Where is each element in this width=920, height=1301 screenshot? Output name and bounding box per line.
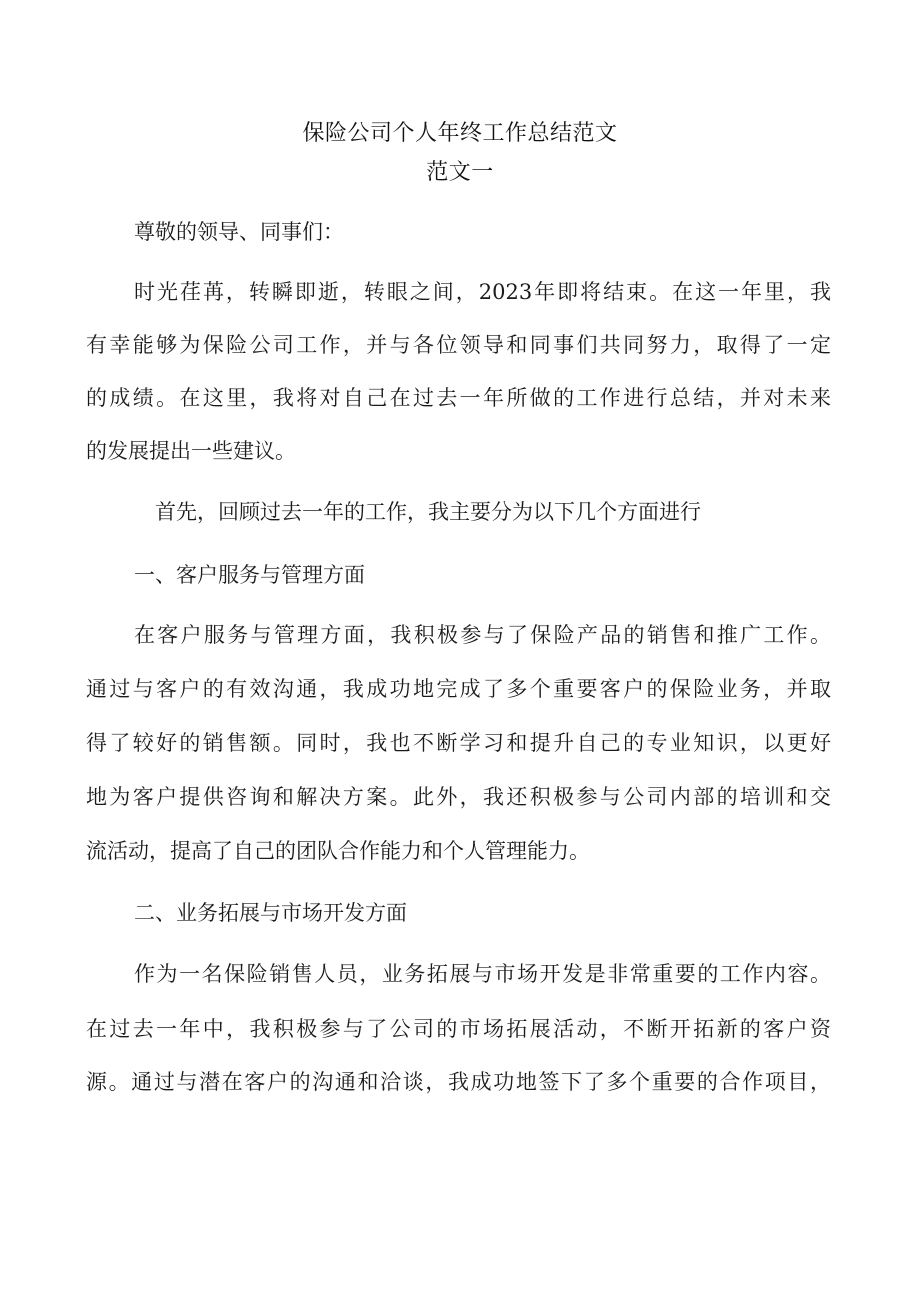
salutation: 尊敬的领导、同事们： (134, 220, 344, 244)
paragraph-line: 时光荏苒，转瞬即逝，转眼之间，2023年即将结束。在这一年里，我 (134, 280, 831, 304)
paragraph-line: 有幸能够为保险公司工作，并与各位领导和同事们共同努力，取得了一定 (86, 333, 831, 357)
paragraph-line: 的成绩。在这里，我将对自己在过去一年所做的工作进行总结，并对未来 (86, 386, 831, 410)
paragraph-line: 源。通过与潜在客户的沟通和洽谈，我成功地签下了多个重要的合作项目， (86, 1070, 831, 1094)
paragraph-line: 首先，回顾过去一年的工作，我主要分为以下几个方面进行 (155, 500, 701, 524)
paragraph-line: 地为客户提供咨询和解决方案。此外，我还积极参与公司内部的培训和交 (86, 785, 831, 809)
section-heading: 二、业务拓展与市场开发方面 (134, 901, 407, 925)
document-subtitle: 范文一 (426, 160, 494, 185)
paragraph-line: 作为一名保险销售人员，业务拓展与市场开发是非常重要的工作内容。 (134, 962, 831, 986)
paragraph-line: 得了较好的销售额。同时，我也不断学习和提升自己的专业知识，以更好 (86, 731, 831, 755)
section-heading: 一、客户服务与管理方面 (134, 563, 365, 587)
document-title: 保险公司个人年终工作总结范文 (302, 121, 618, 146)
paragraph-line: 的发展提出一些建议。 (86, 439, 296, 463)
paragraph-line: 通过与客户的有效沟通，我成功地完成了多个重要客户的保险业务，并取 (86, 677, 831, 701)
paragraph-line: 在过去一年中，我积极参与了公司的市场拓展活动，不断开拓新的客户资 (86, 1017, 831, 1041)
paragraph-line: 在客户服务与管理方面，我积极参与了保险产品的销售和推广工作。 (134, 623, 831, 647)
paragraph-line: 流活动，提高了自己的团队合作能力和个人管理能力。 (86, 839, 590, 863)
